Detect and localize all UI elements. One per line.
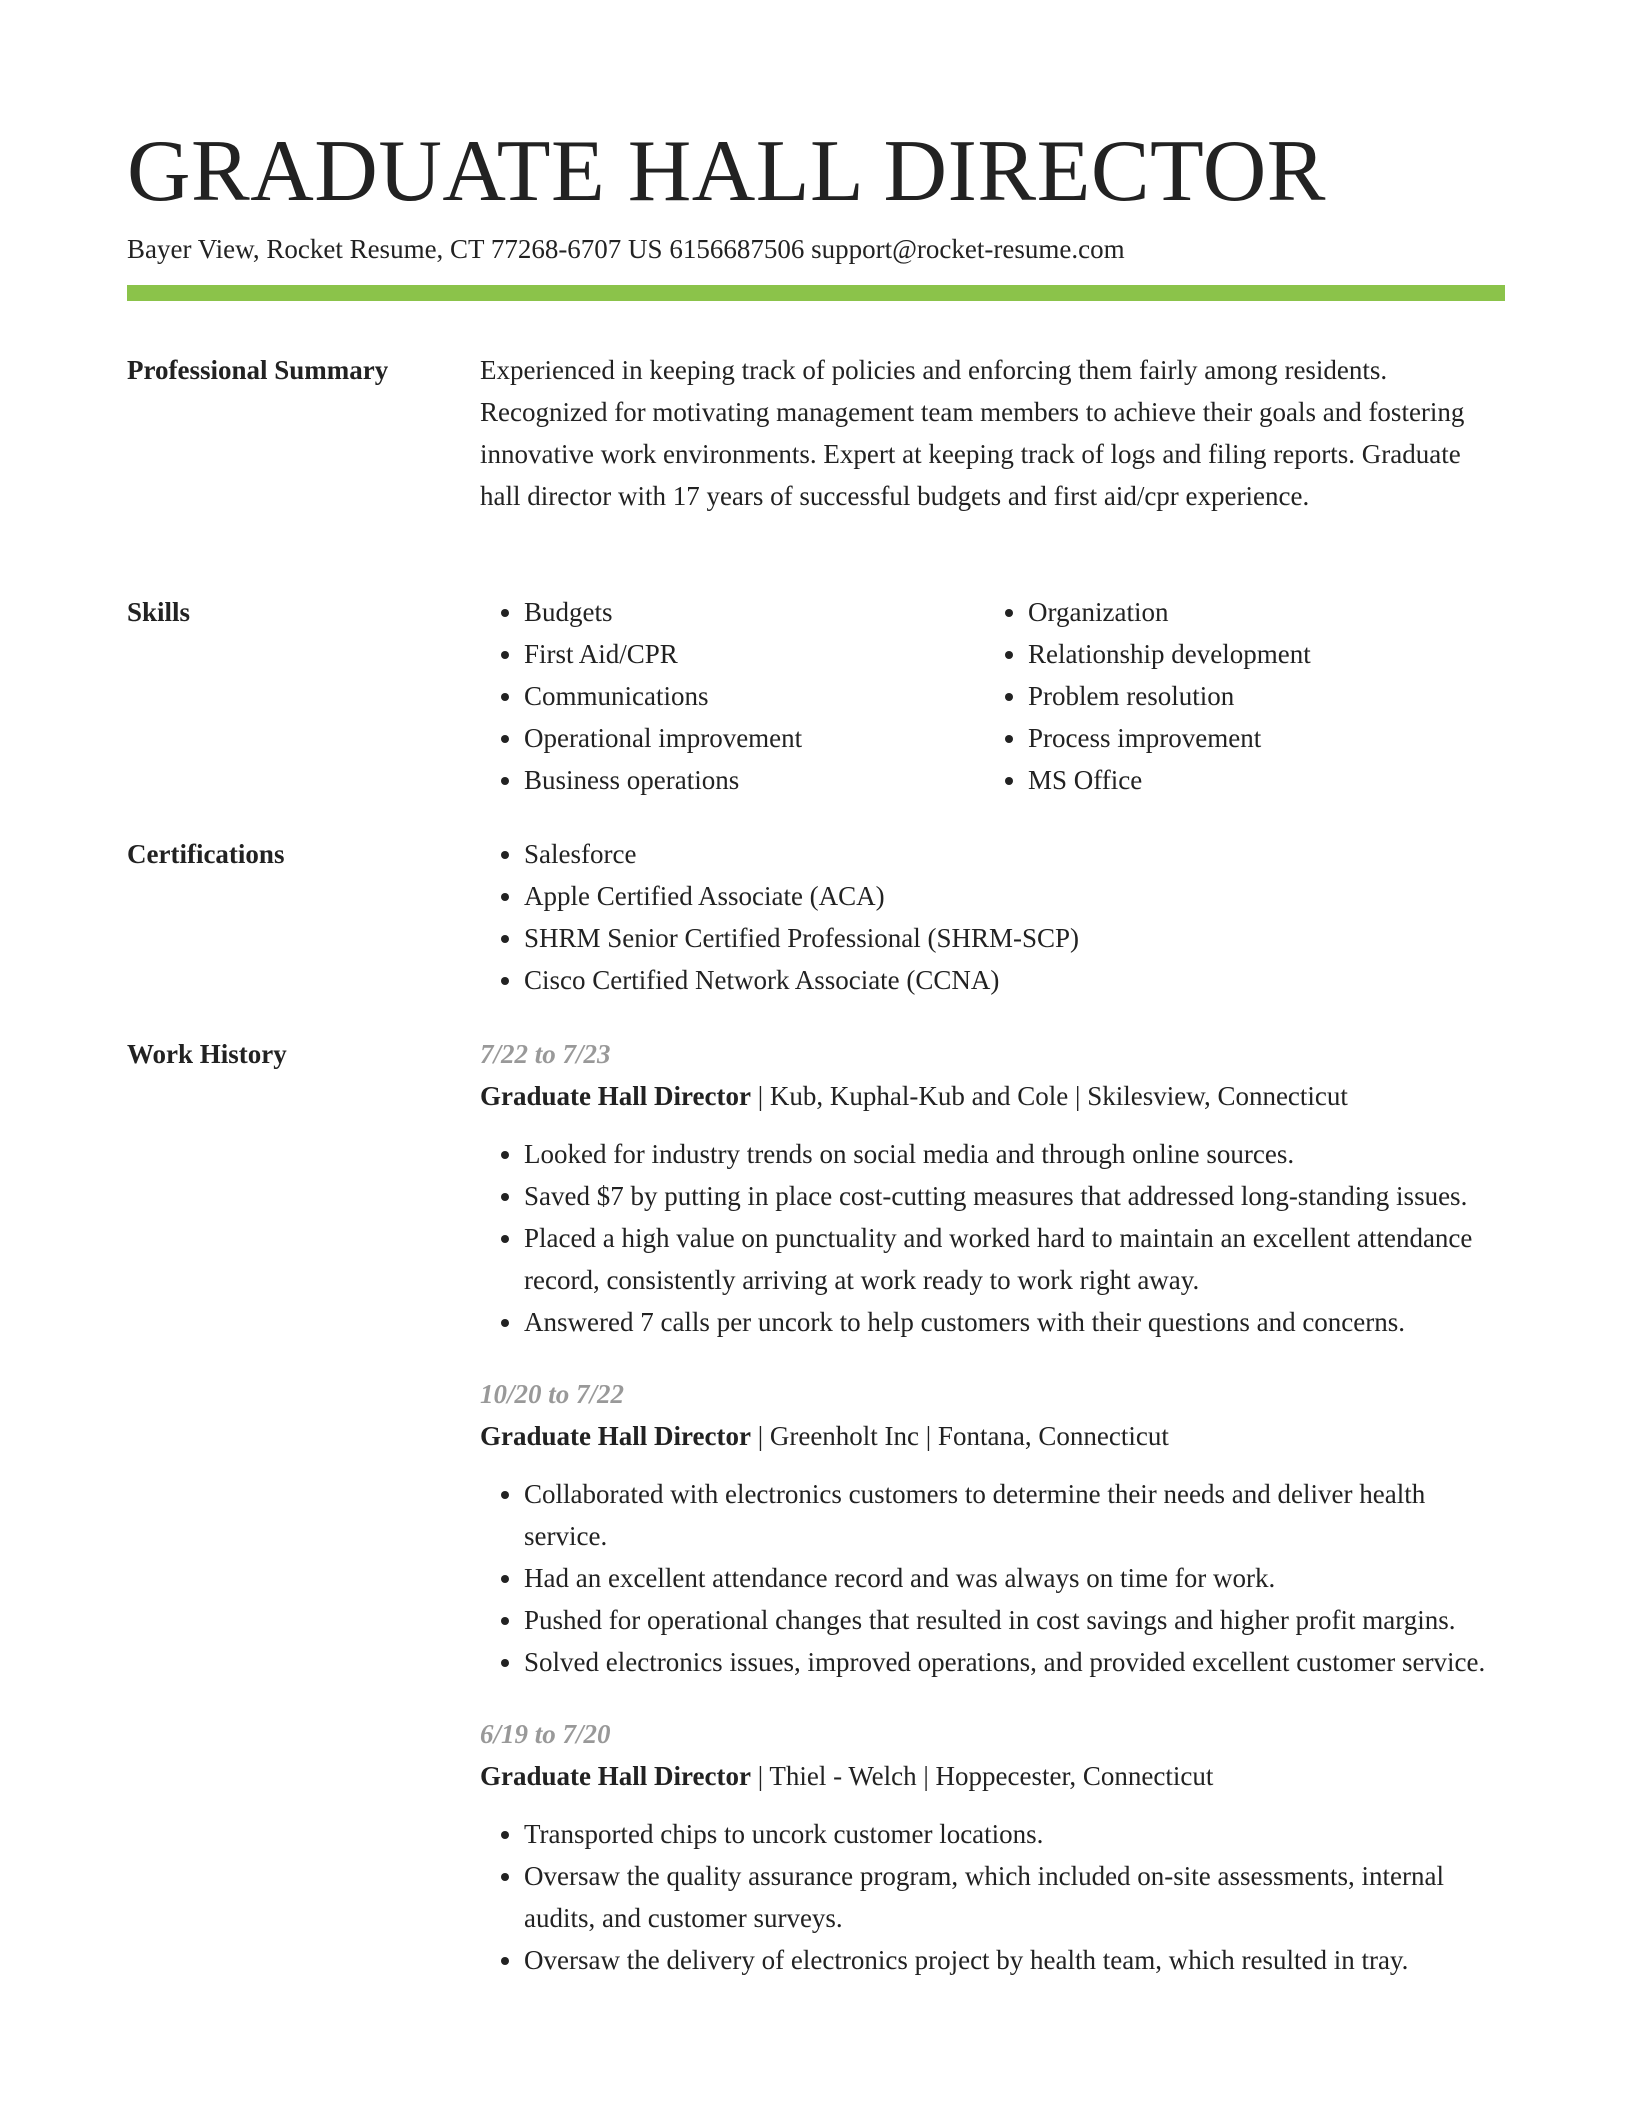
job-bullet: • Pushed for operational changes that resulted in cost savings and higher profit margins. — [524, 1599, 1505, 1641]
certifications-body — [480, 833, 1505, 1001]
job-bullets — [480, 1133, 1505, 1343]
accent-divider — [127, 285, 1505, 301]
section-title-certifications: Certifications — [127, 839, 285, 869]
skill-item: • Relationship development — [1028, 633, 1532, 675]
job-bullet: • Transported chips to uncork customer locations. — [524, 1813, 1505, 1855]
skill-item: • First Aid/CPR — [524, 633, 984, 675]
certification-item: • Cisco Certified Network Associate (CCNA) — [524, 959, 1505, 1001]
job-bullet: • Oversaw the delivery of electronics project by health team, which resulted in tray. — [524, 1939, 1505, 1981]
skills-list — [480, 591, 1505, 801]
job-title: Graduate Hall Director — [480, 1761, 751, 1791]
certifications-list — [480, 833, 1505, 1001]
job-entry — [480, 1373, 1505, 1683]
summary-body — [480, 349, 1505, 517]
skills-column-right — [984, 591, 1532, 801]
job-dates: 6/19 to 7/20 — [480, 1719, 611, 1749]
job-details: | Greenholt Inc | Fontana, Connecticut — [750, 1421, 1169, 1451]
certification-item: • Apple Certified Associate (ACA) — [524, 875, 1505, 917]
skill-item: • MS Office — [1028, 759, 1532, 801]
job-bullet: • Collaborated with electronics customers to determine their needs and deliver health service. — [524, 1473, 1505, 1557]
job-dates: 7/22 to 7/23 — [480, 1039, 611, 1069]
skills-column-left — [480, 591, 984, 801]
summary-text: Experienced in keeping track of policies and enforcing them fairly among residents. Recognized for motivating management team members to achieve their goals and fostering innovative work environments. Expert at keeping track of logs and filing reports. Graduate hall director with 17 years of successful budgets and first aid/cpr experience. — [480, 355, 1465, 511]
skill-item: • Operational improvement — [524, 717, 984, 759]
skill-item: • Business operations — [524, 759, 984, 801]
certification-item: • Salesforce — [524, 833, 1505, 875]
job-bullet: • Saved $7 by putting in place cost-cutting measures that addressed long-standing issues. — [524, 1175, 1505, 1217]
job-bullet: • Oversaw the quality assurance program, which included on-site assessments, internal audits, and customer surveys. — [524, 1855, 1505, 1939]
section-title-skills: Skills — [127, 597, 191, 627]
skill-item: • Process improvement — [1028, 717, 1532, 759]
job-bullet: • Looked for industry trends on social media and through online sources. — [524, 1133, 1505, 1175]
job-entry — [480, 1713, 1505, 1981]
section-title-work-history: Work History — [127, 1039, 287, 1069]
job-details: | Thiel - Welch | Hoppecester, Connecticut — [750, 1761, 1214, 1791]
candidate-name: GRADUATE HALL DIRECTOR — [127, 123, 1326, 220]
skill-item: • Problem resolution — [1028, 675, 1532, 717]
job-details: | Kub, Kuphal-Kub and Cole | Skilesview, Connecticut — [750, 1081, 1348, 1111]
job-bullet: • Had an excellent attendance record and was always on time for work. — [524, 1557, 1505, 1599]
job-heading — [480, 1415, 1505, 1457]
job-heading — [480, 1075, 1505, 1117]
job-bullet: • Answered 7 calls per uncork to help customers with their questions and concerns. — [524, 1301, 1505, 1343]
skill-item: • Communications — [524, 675, 984, 717]
skill-item: • Budgets — [524, 591, 984, 633]
work-history-body — [480, 1033, 1505, 1981]
certification-item: • SHRM Senior Certified Professional (SHRM-SCP) — [524, 917, 1505, 959]
job-heading — [480, 1755, 1505, 1797]
job-bullet: • Solved electronics issues, improved operations, and provided excellent customer service. — [524, 1641, 1505, 1683]
section-title-summary: Professional Summary — [127, 355, 389, 385]
job-bullets — [480, 1473, 1505, 1683]
job-bullets — [480, 1813, 1505, 1981]
job-bullet: • Placed a high value on punctuality and worked hard to maintain an excellent attendance record, consistently arriving at work ready to work right away. — [524, 1217, 1505, 1301]
job-entry — [480, 1033, 1505, 1343]
skill-item: • Organization — [1028, 591, 1532, 633]
job-dates: 10/20 to 7/22 — [480, 1379, 625, 1409]
job-title: Graduate Hall Director — [480, 1081, 751, 1111]
contact-line: Bayer View, Rocket Resume, CT 77268-6707 US 6156687506 support@rocket-resume.com — [127, 234, 1125, 264]
job-title: Graduate Hall Director — [480, 1421, 751, 1451]
